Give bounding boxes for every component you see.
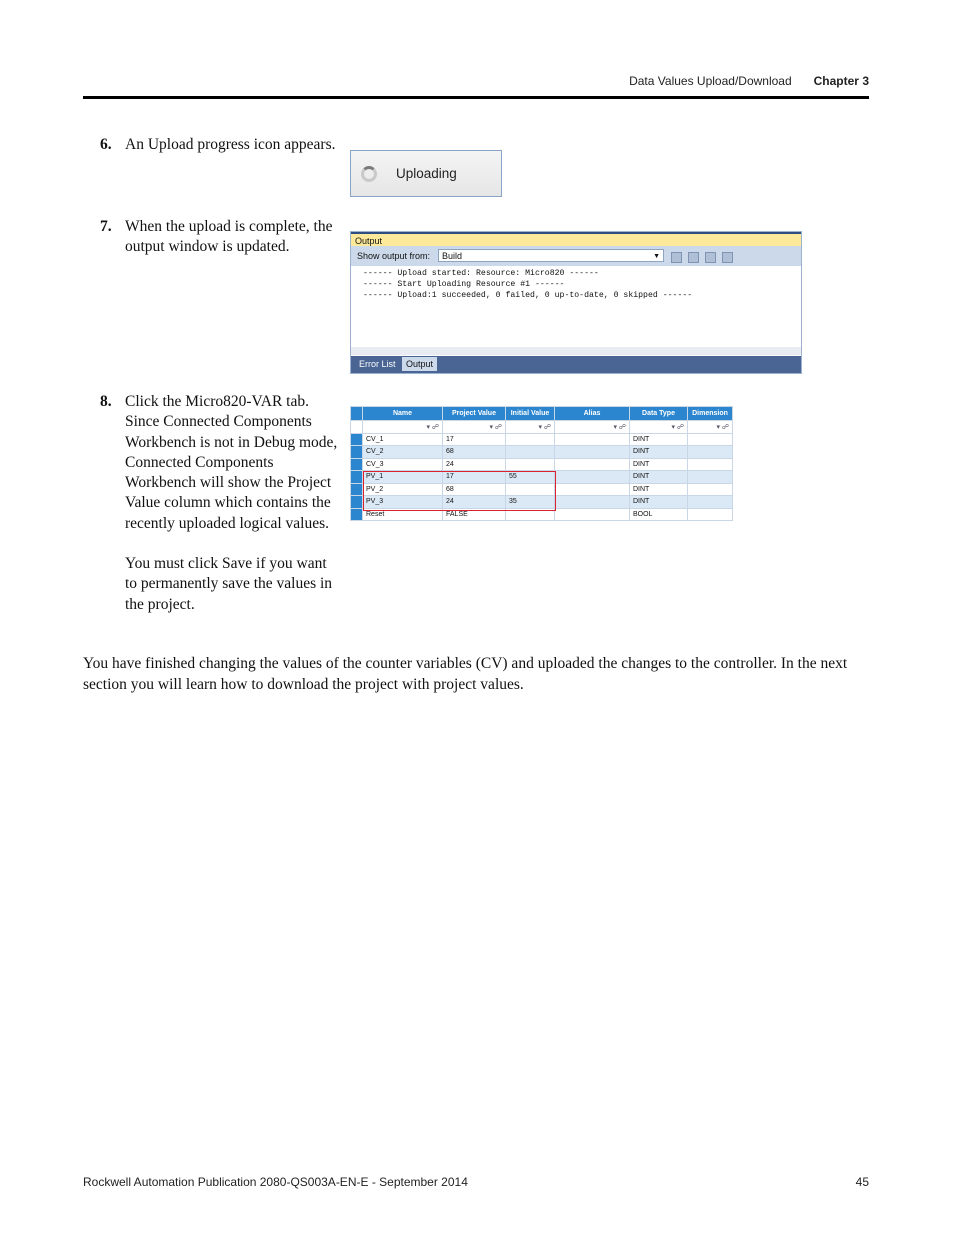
row-selector[interactable] [351,433,363,446]
table-cell[interactable]: CV_2 [363,446,443,459]
column-header[interactable]: Project Value [443,407,506,421]
table-cell[interactable]: DINT [630,446,688,459]
table-cell[interactable]: PV_1 [363,471,443,484]
filter-cell[interactable]: ▾ ☍ [555,421,630,434]
output-window [350,231,802,374]
column-header[interactable]: Dimension [688,407,733,421]
header-chapter: Chapter 3 [813,74,869,88]
output-text [351,266,801,301]
step-8 [100,392,340,615]
step-number: 8. [100,393,112,410]
table-cell[interactable]: DINT [630,496,688,509]
table-cell[interactable]: 17 [443,433,506,446]
toolbar-icons [671,250,739,270]
table-row[interactable] [351,433,733,446]
filter-cell[interactable]: ▾ ☍ [630,421,688,434]
table-cell[interactable]: PV_2 [363,483,443,496]
table-cell[interactable]: 24 [443,458,506,471]
row-selector[interactable] [351,446,363,459]
running-header [629,74,869,88]
table-cell[interactable] [688,433,733,446]
show-output-select[interactable] [438,249,664,262]
output-tabs [351,356,801,373]
table-cell[interactable]: CV_1 [363,433,443,446]
filter-cell[interactable]: ▾ ☍ [363,421,443,434]
go-to-message-icon[interactable] [671,252,682,263]
filter-cell[interactable]: ▾ ☍ [506,421,555,434]
step-note: You must click Save if you want to permanently save the values in the project. [125,555,333,613]
output-line: ------ Upload:1 succeeded, 0 failed, 0 up-to-date, 0 skipped ------ [363,291,693,300]
table-cell[interactable] [506,433,555,446]
table-cell[interactable]: DINT [630,433,688,446]
output-line: ------ Upload started: Resource: Micro820 ------ [363,269,599,278]
table-cell[interactable] [555,496,630,509]
step-number: 7. [100,218,112,235]
table-cell[interactable] [555,483,630,496]
show-output-value: Build [442,251,463,261]
table-cell[interactable]: 24 [443,496,506,509]
table-cell[interactable] [688,471,733,484]
header-rule [83,96,869,99]
footer-publication: Rockwell Automation Publication 2080-QS003A-EN-E - September 2014 [83,1175,468,1189]
table-cell[interactable] [555,446,630,459]
filter-cell[interactable]: ▾ ☍ [443,421,506,434]
table-cell[interactable] [688,458,733,471]
table-cell[interactable]: Reset [363,508,443,521]
table-cell[interactable] [555,433,630,446]
word-wrap-icon[interactable] [722,252,733,263]
uploading-label: Uploading [396,166,457,181]
table-cell[interactable] [555,471,630,484]
step-text: When the upload is complete, the output window is updated. [125,218,333,256]
table-cell[interactable]: CV_3 [363,458,443,471]
uploading-indicator [350,150,502,197]
filter-row [351,421,733,434]
table-row[interactable] [351,458,733,471]
tab-output[interactable]: Output [402,357,437,371]
column-header[interactable]: Name [363,407,443,421]
horizontal-scrollbar[interactable] [351,347,801,355]
find-message-icon[interactable] [688,252,699,263]
header-section: Data Values Upload/Download [629,74,792,88]
page-number: 45 [855,1175,869,1189]
table-cell[interactable] [555,458,630,471]
body-paragraph: You have finished changing the values of the counter variables (CV) and uploaded the changes to the controller. In the next section you will learn how to download the project with project values. [83,655,848,693]
step-text: Click the Micro820-VAR tab. Since Connected Components Workbench is not in Debug mode, Connected Components Workbench will show the Project Value column which contains the recently uploaded logical values. [125,393,338,532]
step-text: An Upload progress icon appears. [125,136,336,153]
table-cell[interactable]: PV_3 [363,496,443,509]
progress-spinner-icon [361,166,377,182]
table-cell[interactable] [555,508,630,521]
table-cell[interactable]: DINT [630,458,688,471]
chevron-down-icon: ▼ [653,253,660,260]
table-cell[interactable] [688,496,733,509]
step-7 [100,217,340,258]
table-cell[interactable]: 55 [506,471,555,484]
table-cell[interactable]: FALSE [443,508,506,521]
column-header[interactable]: Data Type [630,407,688,421]
table-cell[interactable]: 68 [443,483,506,496]
row-selector[interactable] [351,496,363,509]
row-selector[interactable] [351,471,363,484]
table-cell[interactable]: DINT [630,471,688,484]
output-line: ------ Start Uploading Resource #1 ------ [363,280,565,289]
table-row[interactable] [351,446,733,459]
table-cell[interactable] [688,508,733,521]
row-selector[interactable] [351,483,363,496]
output-toolbar [351,246,801,266]
show-output-label: Show output from: [357,251,431,261]
step-6 [100,135,340,155]
table-cell[interactable] [506,446,555,459]
table-cell[interactable]: DINT [630,483,688,496]
clear-all-icon[interactable] [705,252,716,263]
table-cell[interactable]: 35 [506,496,555,509]
grid-header-row [351,407,733,421]
column-header[interactable]: Alias [555,407,630,421]
tab-error-list[interactable]: Error List [359,359,396,369]
table-cell[interactable]: 68 [443,446,506,459]
table-cell[interactable] [688,483,733,496]
table-cell[interactable]: 17 [443,471,506,484]
highlight-box [363,471,556,511]
step-number: 6. [100,136,112,153]
table-cell[interactable] [688,446,733,459]
table-cell[interactable] [506,458,555,471]
row-selector[interactable] [351,458,363,471]
filter-cell[interactable]: ▾ ☍ [688,421,733,434]
table-cell[interactable]: BOOL [630,508,688,521]
column-header[interactable]: Initial Value [506,407,555,421]
output-title: Output [351,232,801,246]
row-selector[interactable] [351,508,363,521]
